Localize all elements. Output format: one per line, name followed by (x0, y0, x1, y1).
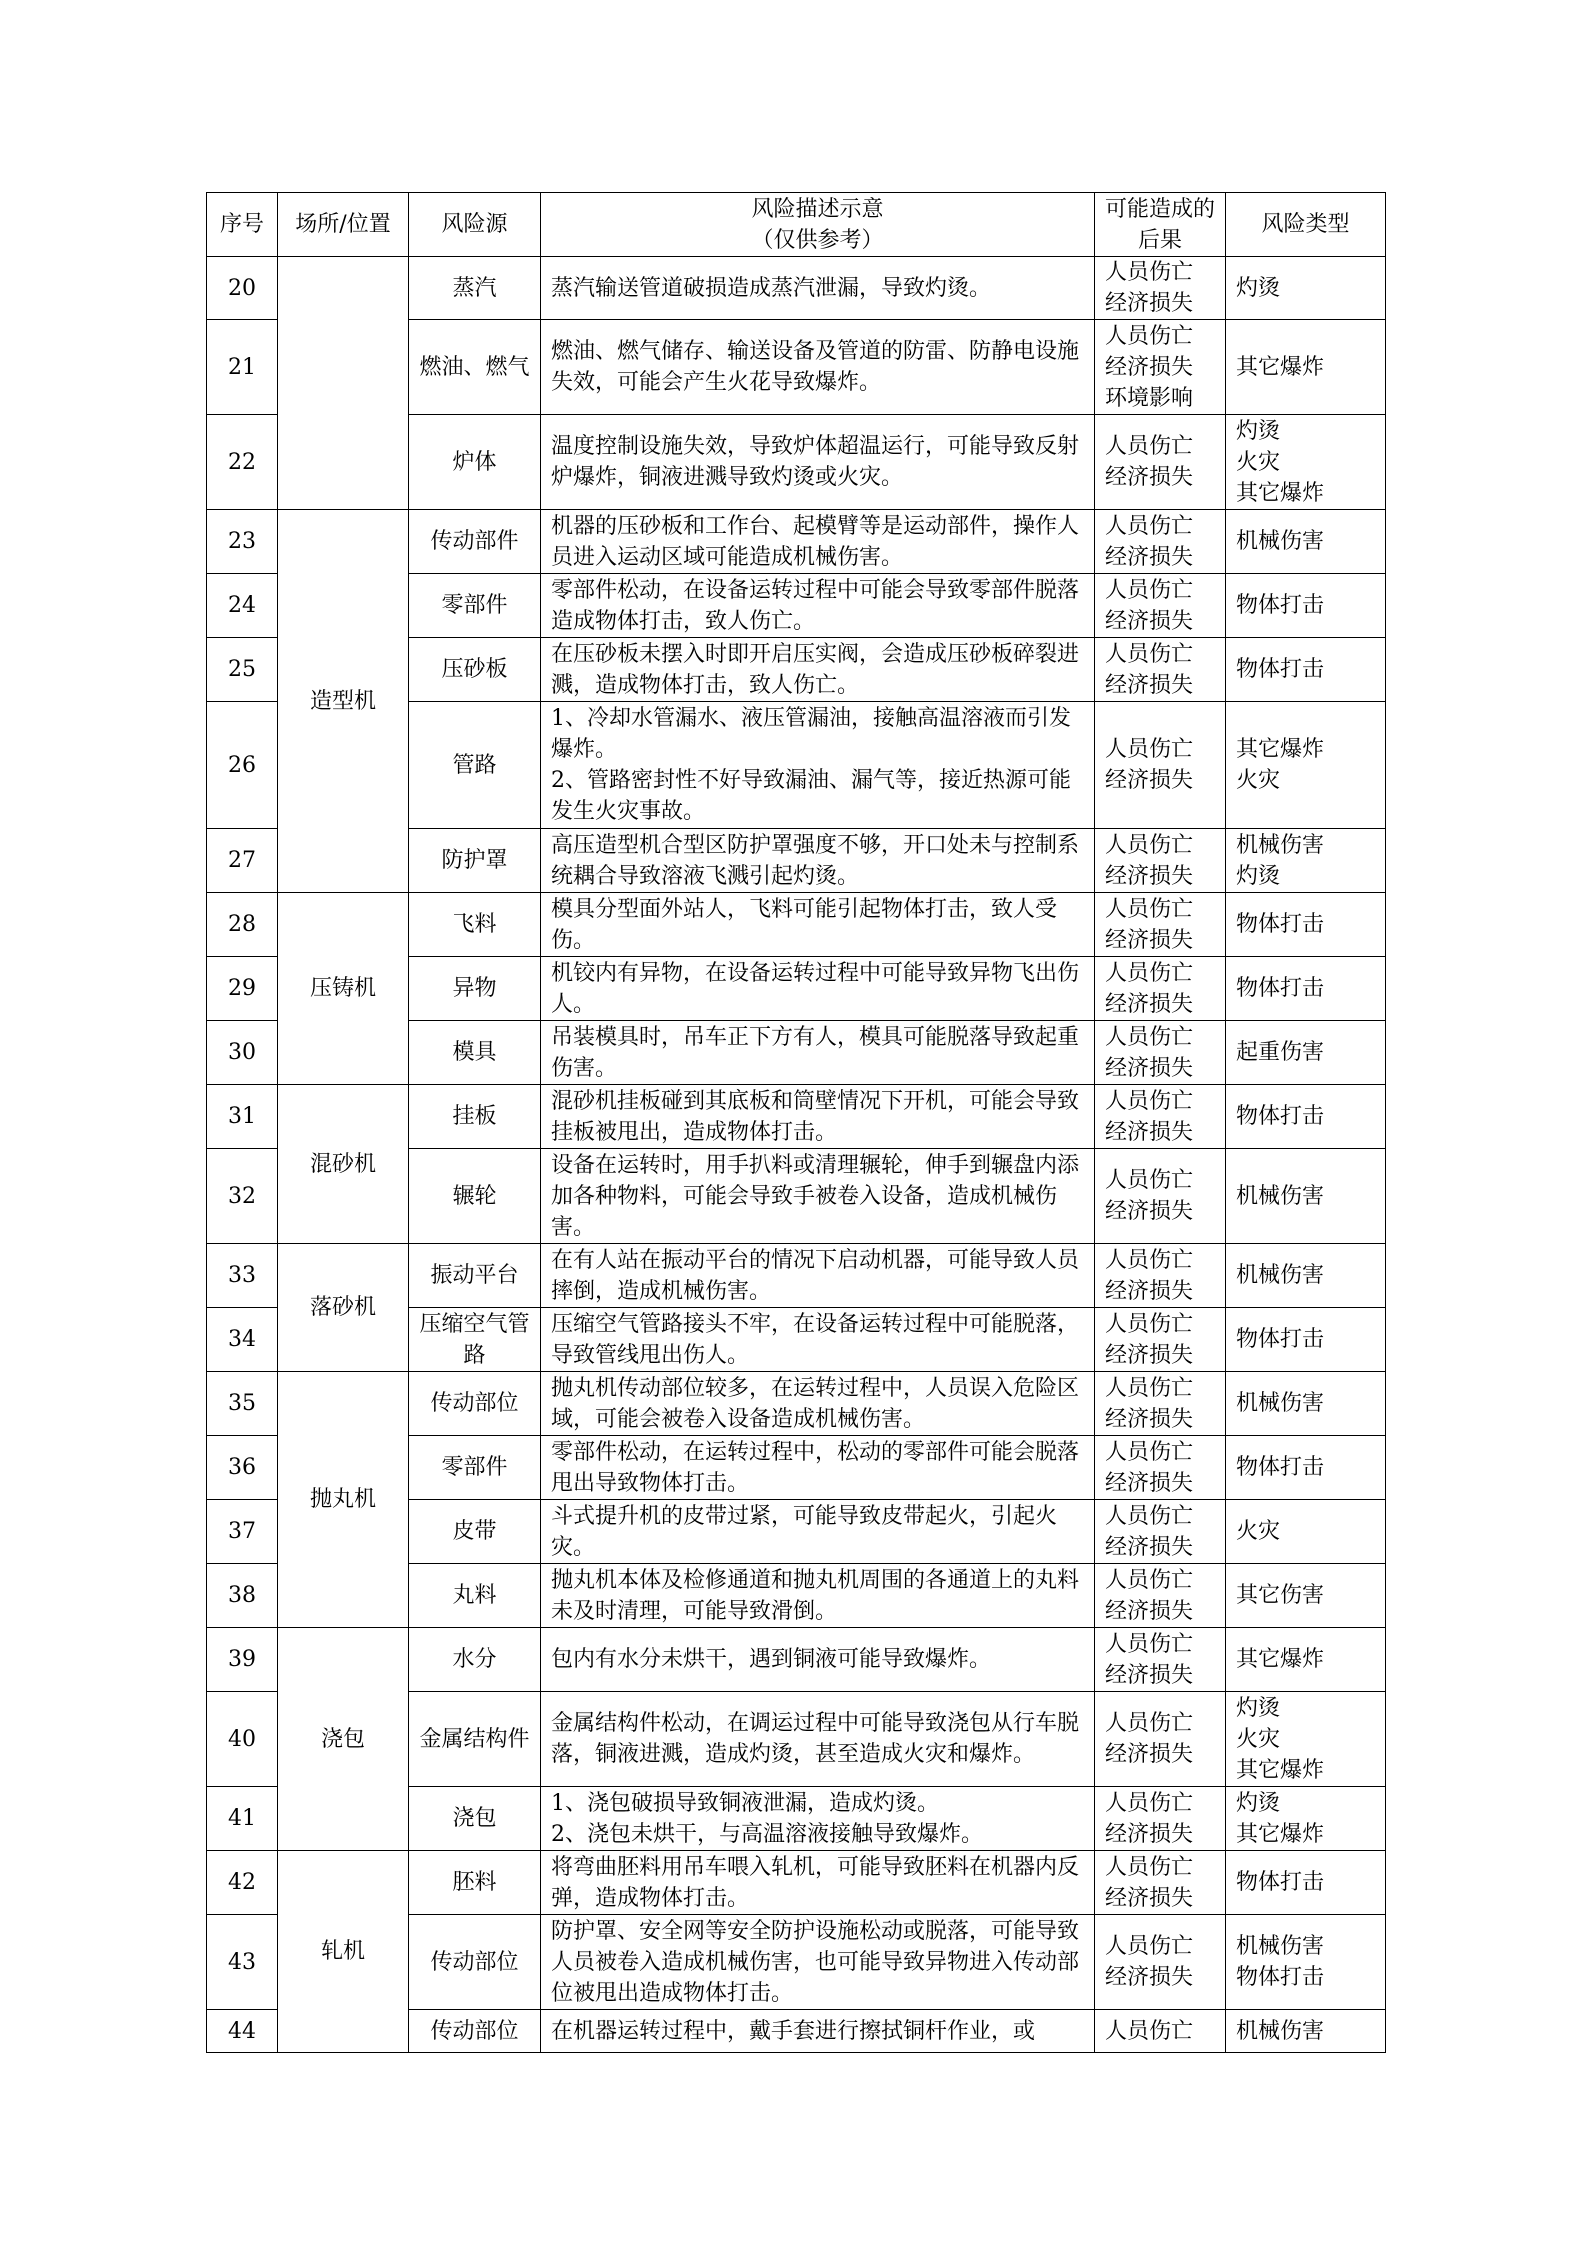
row-consequence-line: 人员伤亡 (1105, 1247, 1194, 1273)
row-consequence-line: 人员伤亡 (1105, 260, 1194, 285)
row-consequence-line: 经济损失 (1105, 1055, 1194, 1081)
row-risk-type-line: 物体打击 (1236, 1455, 1325, 1480)
row-risk-source: 压缩空气管路 (409, 1308, 541, 1372)
row-description: 零部件松动，在设备运转过程中可能会导致零部件脱落造成物体打击，致人伤亡。 (541, 574, 1095, 638)
row-description: 温度控制设施失效，导致炉体超温运行，可能导致反射炉爆炸，铜液进溅导致灼烫或火灾。 (541, 415, 1095, 510)
row-consequence-line: 人员伤亡 (1105, 960, 1194, 986)
row-risk-type (1226, 1085, 1386, 1149)
row-consequence (1095, 1628, 1226, 1692)
row-risk-type (1226, 1915, 1386, 2010)
row-risk-type-line: 机械伤害 (1236, 1183, 1325, 1209)
row-consequence-line: 经济损失 (1105, 1278, 1194, 1304)
row-number: 28 (207, 893, 278, 957)
row-consequence-line: 经济损失 (1105, 544, 1194, 570)
row-consequence (1095, 957, 1226, 1021)
row-risk-source: 传动部件 (409, 510, 541, 574)
row-risk-type (1226, 829, 1386, 893)
table-row (207, 1085, 1386, 1149)
row-consequence-line: 人员伤亡 (1105, 1567, 1194, 1593)
row-risk-type-line: 物体打击 (1236, 657, 1325, 682)
row-number: 32 (207, 1149, 278, 1244)
row-consequence-line: 人员伤亡 (1105, 434, 1194, 459)
row-risk-source: 管路 (409, 702, 541, 829)
row-risk-source: 丸料 (409, 1564, 541, 1628)
row-description-line: 1、浇包破损导致铜液泄漏，造成灼烫。 (551, 1790, 939, 1816)
row-consequence (1095, 510, 1226, 574)
row-consequence (1095, 1915, 1226, 2010)
row-description: 斗式提升机的皮带过紧，可能导致皮带起火，引起火灾。 (541, 1500, 1095, 1564)
row-risk-source: 飞料 (409, 893, 541, 957)
row-number: 21 (207, 320, 278, 415)
row-consequence-line: 经济损失 (1105, 608, 1194, 634)
row-risk-type (1226, 1308, 1386, 1372)
row-risk-source: 传动部位 (409, 1915, 541, 2010)
header-place: 场所/位置 (278, 193, 409, 257)
row-consequence-line: 人员伤亡 (1105, 1311, 1194, 1337)
row-risk-source: 炉体 (409, 415, 541, 510)
row-description (541, 702, 1095, 829)
row-consequence-line: 经济损失 (1105, 1662, 1194, 1688)
row-risk-source: 挂板 (409, 1085, 541, 1149)
row-number: 22 (207, 415, 278, 510)
row-risk-type-line: 其它爆炸 (1236, 480, 1325, 506)
row-consequence-line: 经济损失 (1105, 1119, 1194, 1145)
row-consequence-line: 人员伤亡 (1105, 1631, 1194, 1657)
row-consequence (1095, 1372, 1226, 1436)
row-risk-type-line: 机械伤害 (1236, 832, 1325, 858)
row-risk-type (1226, 893, 1386, 957)
table-row (207, 510, 1386, 574)
row-risk-source: 振动平台 (409, 1244, 541, 1308)
row-risk-type-line: 火灾 (1236, 768, 1281, 793)
row-number: 41 (207, 1787, 278, 1851)
row-risk-source: 零部件 (409, 574, 541, 638)
row-risk-source: 燃油、燃气 (409, 320, 541, 415)
row-description: 混砂机挂板碰到其底板和筒壁情况下开机，可能会导致挂板被甩出，造成物体打击。 (541, 1085, 1095, 1149)
row-consequence (1095, 638, 1226, 702)
row-description: 包内有水分未烘干，遇到铜液可能导致爆炸。 (541, 1628, 1095, 1692)
header-consequence: 可能造成的后果 (1095, 193, 1226, 257)
row-risk-type (1226, 1021, 1386, 1085)
row-number: 29 (207, 957, 278, 1021)
row-description: 压缩空气管路接头不牢，在设备运转过程中可能脱落，导致管线甩出伤人。 (541, 1308, 1095, 1372)
row-risk-type-line: 物体打击 (1236, 1870, 1325, 1895)
row-consequence-line: 人员伤亡 (1105, 1934, 1194, 1959)
row-number: 42 (207, 1851, 278, 1915)
row-number: 33 (207, 1244, 278, 1308)
row-consequence-line: 经济损失 (1105, 1199, 1194, 1224)
row-description: 将弯曲胚料用吊车喂入轧机，可能导致胚料在机器内反弹，造成物体打击。 (541, 1851, 1095, 1915)
row-consequence-line: 经济损失 (1105, 354, 1194, 380)
row-description-line: 2、管路密封性不好导致漏油、漏气等，接近热源可能发生火灾事故。 (551, 768, 1071, 824)
table-row (207, 893, 1386, 957)
row-risk-type-line: 物体打击 (1236, 1965, 1325, 1990)
row-consequence (1095, 829, 1226, 893)
row-consequence-line: 经济损失 (1105, 1821, 1194, 1847)
row-consequence-line: 人员伤亡 (1105, 641, 1194, 667)
row-number: 26 (207, 702, 278, 829)
row-risk-type (1226, 1436, 1386, 1500)
row-risk-type (1226, 1149, 1386, 1244)
row-risk-type-line: 灼烫 (1236, 275, 1281, 301)
row-number: 24 (207, 574, 278, 638)
row-description: 在机器运转过程中，戴手套进行擦拭铜杆作业，或 (541, 2010, 1095, 2053)
row-risk-type-line: 物体打击 (1236, 593, 1325, 618)
row-consequence-line: 经济损失 (1105, 672, 1194, 698)
row-risk-type (1226, 574, 1386, 638)
row-consequence-line: 经济损失 (1105, 1534, 1194, 1560)
row-risk-source: 浇包 (409, 1787, 541, 1851)
row-risk-type (1226, 320, 1386, 415)
row-consequence (1095, 1692, 1226, 1787)
row-consequence-line: 人员伤亡 (1105, 1168, 1194, 1193)
row-risk-type-line: 起重伤害 (1236, 1040, 1325, 1065)
row-risk-type-line: 其它爆炸 (1236, 354, 1325, 380)
row-consequence (1095, 320, 1226, 415)
row-risk-type-line: 机械伤害 (1236, 1391, 1325, 1416)
row-place: 轧机 (278, 1851, 409, 2053)
row-place: 抛丸机 (278, 1372, 409, 1628)
row-consequence (1095, 1308, 1226, 1372)
row-risk-source: 金属结构件 (409, 1692, 541, 1787)
row-consequence (1095, 1436, 1226, 1500)
row-number: 37 (207, 1500, 278, 1564)
row-consequence-line: 经济损失 (1105, 1598, 1194, 1624)
risk-table (206, 192, 1386, 2053)
row-risk-type-line: 其它爆炸 (1236, 1647, 1325, 1672)
row-consequence-line: 人员伤亡 (1105, 513, 1194, 539)
row-consequence-line: 经济损失 (1105, 927, 1194, 953)
row-description (541, 1787, 1095, 1851)
row-risk-source: 防护罩 (409, 829, 541, 893)
row-description-line: 2、浇包未烘干，与高温溶液接触导致爆炸。 (551, 1821, 983, 1847)
row-risk-type (1226, 1564, 1386, 1628)
row-consequence (1095, 1244, 1226, 1308)
row-consequence (1095, 893, 1226, 957)
row-consequence (1095, 1500, 1226, 1564)
row-risk-type (1226, 1372, 1386, 1436)
row-consequence-line: 人员伤亡 (1105, 2018, 1194, 2044)
row-number: 40 (207, 1692, 278, 1787)
row-consequence-line: 人员伤亡 (1105, 1088, 1194, 1114)
row-consequence-line: 经济损失 (1105, 991, 1194, 1017)
row-risk-type (1226, 1787, 1386, 1851)
row-risk-type (1226, 638, 1386, 702)
row-consequence-line: 经济损失 (1105, 1965, 1194, 1990)
row-consequence (1095, 1021, 1226, 1085)
row-description: 模具分型面外站人，飞料可能引起物体打击，致人受伤。 (541, 893, 1095, 957)
header-description-line1: 风险描述示意 (751, 196, 884, 222)
row-description: 吊装模具时，吊车正下方有人，模具可能脱落导致起重伤害。 (541, 1021, 1095, 1085)
row-risk-type-line: 物体打击 (1236, 1327, 1325, 1352)
row-consequence-line: 人员伤亡 (1105, 1503, 1194, 1529)
header-num: 序号 (207, 193, 278, 257)
row-risk-source: 模具 (409, 1021, 541, 1085)
row-consequence-line: 人员伤亡 (1105, 1790, 1194, 1816)
row-number: 38 (207, 1564, 278, 1628)
row-number: 44 (207, 2010, 278, 2053)
row-consequence (1095, 574, 1226, 638)
row-consequence-line: 经济损失 (1105, 863, 1194, 889)
row-number: 23 (207, 510, 278, 574)
row-consequence-line: 环境影响 (1105, 385, 1194, 411)
row-number: 27 (207, 829, 278, 893)
row-place: 浇包 (278, 1628, 409, 1851)
row-risk-type (1226, 1692, 1386, 1787)
row-risk-type (1226, 1500, 1386, 1564)
row-place: 造型机 (278, 510, 409, 893)
row-number: 20 (207, 257, 278, 320)
row-description: 设备在运转时，用手扒料或清理辗轮，伸手到辗盘内添加各种物料，可能会导致手被卷入设备，造成机械伤害。 (541, 1149, 1095, 1244)
row-consequence-line: 经济损失 (1105, 1470, 1194, 1496)
row-consequence-line: 人员伤亡 (1105, 1711, 1194, 1736)
row-risk-source: 传动部位 (409, 2010, 541, 2053)
row-risk-type-line: 火灾 (1236, 1726, 1281, 1752)
row-risk-type (1226, 415, 1386, 510)
row-place: 混砂机 (278, 1085, 409, 1244)
row-risk-type-line: 其它爆炸 (1236, 737, 1325, 762)
row-risk-type-line: 灼烫 (1236, 1790, 1281, 1816)
row-description: 蒸汽输送管道破损造成蒸汽泄漏，导致灼烫。 (541, 257, 1095, 320)
header-source: 风险源 (409, 193, 541, 257)
row-risk-source: 辗轮 (409, 1149, 541, 1244)
row-number: 30 (207, 1021, 278, 1085)
row-risk-type-line: 机械伤害 (1236, 529, 1325, 554)
row-place (278, 257, 409, 510)
row-consequence-line: 经济损失 (1105, 1742, 1194, 1767)
table-row (207, 1372, 1386, 1436)
row-risk-type (1226, 1628, 1386, 1692)
row-consequence-line: 经济损失 (1105, 465, 1194, 490)
row-risk-type-line: 火灾 (1236, 1519, 1281, 1544)
header-description-line2: （仅供参考） (751, 227, 884, 253)
row-risk-type (1226, 1851, 1386, 1915)
row-consequence-line: 人员伤亡 (1105, 1439, 1194, 1465)
row-consequence-line: 人员伤亡 (1105, 1854, 1194, 1880)
row-description: 防护罩、安全网等安全防护设施松动或脱落，可能导致人员被卷入造成机械伤害，也可能导致异物进入传动部位被甩出造成物体打击。 (541, 1915, 1095, 2010)
table-row (207, 1628, 1386, 1692)
row-description: 零部件松动，在运转过程中，松动的零部件可能会脱落甩出导致物体打击。 (541, 1436, 1095, 1500)
row-risk-type-line: 其它伤害 (1236, 1583, 1325, 1608)
row-consequence-line: 人员伤亡 (1105, 896, 1194, 922)
row-risk-type (1226, 702, 1386, 829)
row-risk-source: 皮带 (409, 1500, 541, 1564)
header-type: 风险类型 (1226, 193, 1386, 257)
row-consequence-line: 人员伤亡 (1105, 832, 1194, 858)
row-description-line: 1、冷却水管漏水、液压管漏油，接触高温溶液而引发爆炸。 (551, 706, 1071, 762)
row-consequence-line: 经济损失 (1105, 291, 1194, 316)
row-risk-type-line: 物体打击 (1236, 976, 1325, 1001)
row-risk-type-line: 机械伤害 (1236, 2018, 1325, 2044)
row-consequence (1095, 1851, 1226, 1915)
row-number: 35 (207, 1372, 278, 1436)
table-row (207, 257, 1386, 320)
row-risk-type-line: 机械伤害 (1236, 1263, 1325, 1288)
row-number: 39 (207, 1628, 278, 1692)
row-risk-source: 异物 (409, 957, 541, 1021)
row-number: 25 (207, 638, 278, 702)
row-number: 31 (207, 1085, 278, 1149)
row-number: 43 (207, 1915, 278, 2010)
row-consequence-line: 人员伤亡 (1105, 1024, 1194, 1050)
row-risk-type-line: 灼烫 (1236, 863, 1281, 889)
row-risk-type (1226, 1244, 1386, 1308)
row-description: 抛丸机本体及检修通道和抛丸机周围的各通道上的丸料未及时清理，可能导致滑倒。 (541, 1564, 1095, 1628)
row-description: 金属结构件松动，在调运过程中可能导致浇包从行车脱落，铜液进溅，造成灼烫，甚至造成火灾和爆炸。 (541, 1692, 1095, 1787)
row-description: 在有人站在振动平台的情况下启动机器，可能导致人员摔倒，造成机械伤害。 (541, 1244, 1095, 1308)
row-risk-type-line: 灼烫 (1236, 418, 1281, 444)
row-risk-type (1226, 257, 1386, 320)
row-risk-type (1226, 510, 1386, 574)
row-consequence (1095, 1085, 1226, 1149)
row-description: 高压造型机合型区防护罩强度不够，开口处未与控制系统耦合导致溶液飞溅引起灼烫。 (541, 829, 1095, 893)
row-consequence-line: 经济损失 (1105, 1342, 1194, 1368)
row-risk-type-line: 其它爆炸 (1236, 1821, 1325, 1847)
row-risk-type-line: 机械伤害 (1236, 1934, 1325, 1959)
row-risk-type-line: 火灾 (1236, 449, 1281, 475)
header-description (541, 193, 1095, 257)
row-place: 压铸机 (278, 893, 409, 1085)
row-number: 34 (207, 1308, 278, 1372)
row-consequence-line: 经济损失 (1105, 768, 1194, 793)
row-consequence (1095, 257, 1226, 320)
row-consequence-line: 经济损失 (1105, 1885, 1194, 1911)
row-risk-source: 压砂板 (409, 638, 541, 702)
row-risk-type-line: 灼烫 (1236, 1695, 1281, 1721)
row-risk-type (1226, 957, 1386, 1021)
row-consequence (1095, 1149, 1226, 1244)
table-row (207, 1851, 1386, 1915)
row-number: 36 (207, 1436, 278, 1500)
header-row (207, 193, 1386, 257)
row-risk-type-line: 其它爆炸 (1236, 1757, 1325, 1783)
row-description: 在压砂板未摆入时即开启压实阀，会造成压砂板碎裂进溅，造成物体打击，致人伤亡。 (541, 638, 1095, 702)
row-consequence-line: 人员伤亡 (1105, 1375, 1194, 1401)
row-consequence (1095, 702, 1226, 829)
row-consequence-line: 经济损失 (1105, 1406, 1194, 1432)
row-consequence (1095, 1564, 1226, 1628)
row-description: 燃油、燃气储存、输送设备及管道的防雷、防静电设施失效，可能会产生火花导致爆炸。 (541, 320, 1095, 415)
row-risk-source: 传动部位 (409, 1372, 541, 1436)
row-risk-source: 零部件 (409, 1436, 541, 1500)
table-row (207, 1244, 1386, 1308)
row-risk-type-line: 物体打击 (1236, 1104, 1325, 1129)
row-consequence-line: 人员伤亡 (1105, 737, 1194, 762)
row-consequence-line: 人员伤亡 (1105, 577, 1194, 603)
row-consequence (1095, 1787, 1226, 1851)
row-consequence (1095, 415, 1226, 510)
row-risk-source: 水分 (409, 1628, 541, 1692)
row-place: 落砂机 (278, 1244, 409, 1372)
row-risk-source: 胚料 (409, 1851, 541, 1915)
row-consequence (1095, 2010, 1226, 2053)
row-risk-type-line: 物体打击 (1236, 912, 1325, 937)
row-risk-source: 蒸汽 (409, 257, 541, 320)
row-description: 机铰内有异物，在设备运转过程中可能导致异物飞出伤人。 (541, 957, 1095, 1021)
row-risk-type (1226, 2010, 1386, 2053)
row-consequence-line: 人员伤亡 (1105, 323, 1194, 349)
row-description: 机器的压砂板和工作台、起模臂等是运动部件，操作人员进入运动区域可能造成机械伤害。 (541, 510, 1095, 574)
row-description: 抛丸机传动部位较多，在运转过程中，人员误入危险区域，可能会被卷入设备造成机械伤害。 (541, 1372, 1095, 1436)
